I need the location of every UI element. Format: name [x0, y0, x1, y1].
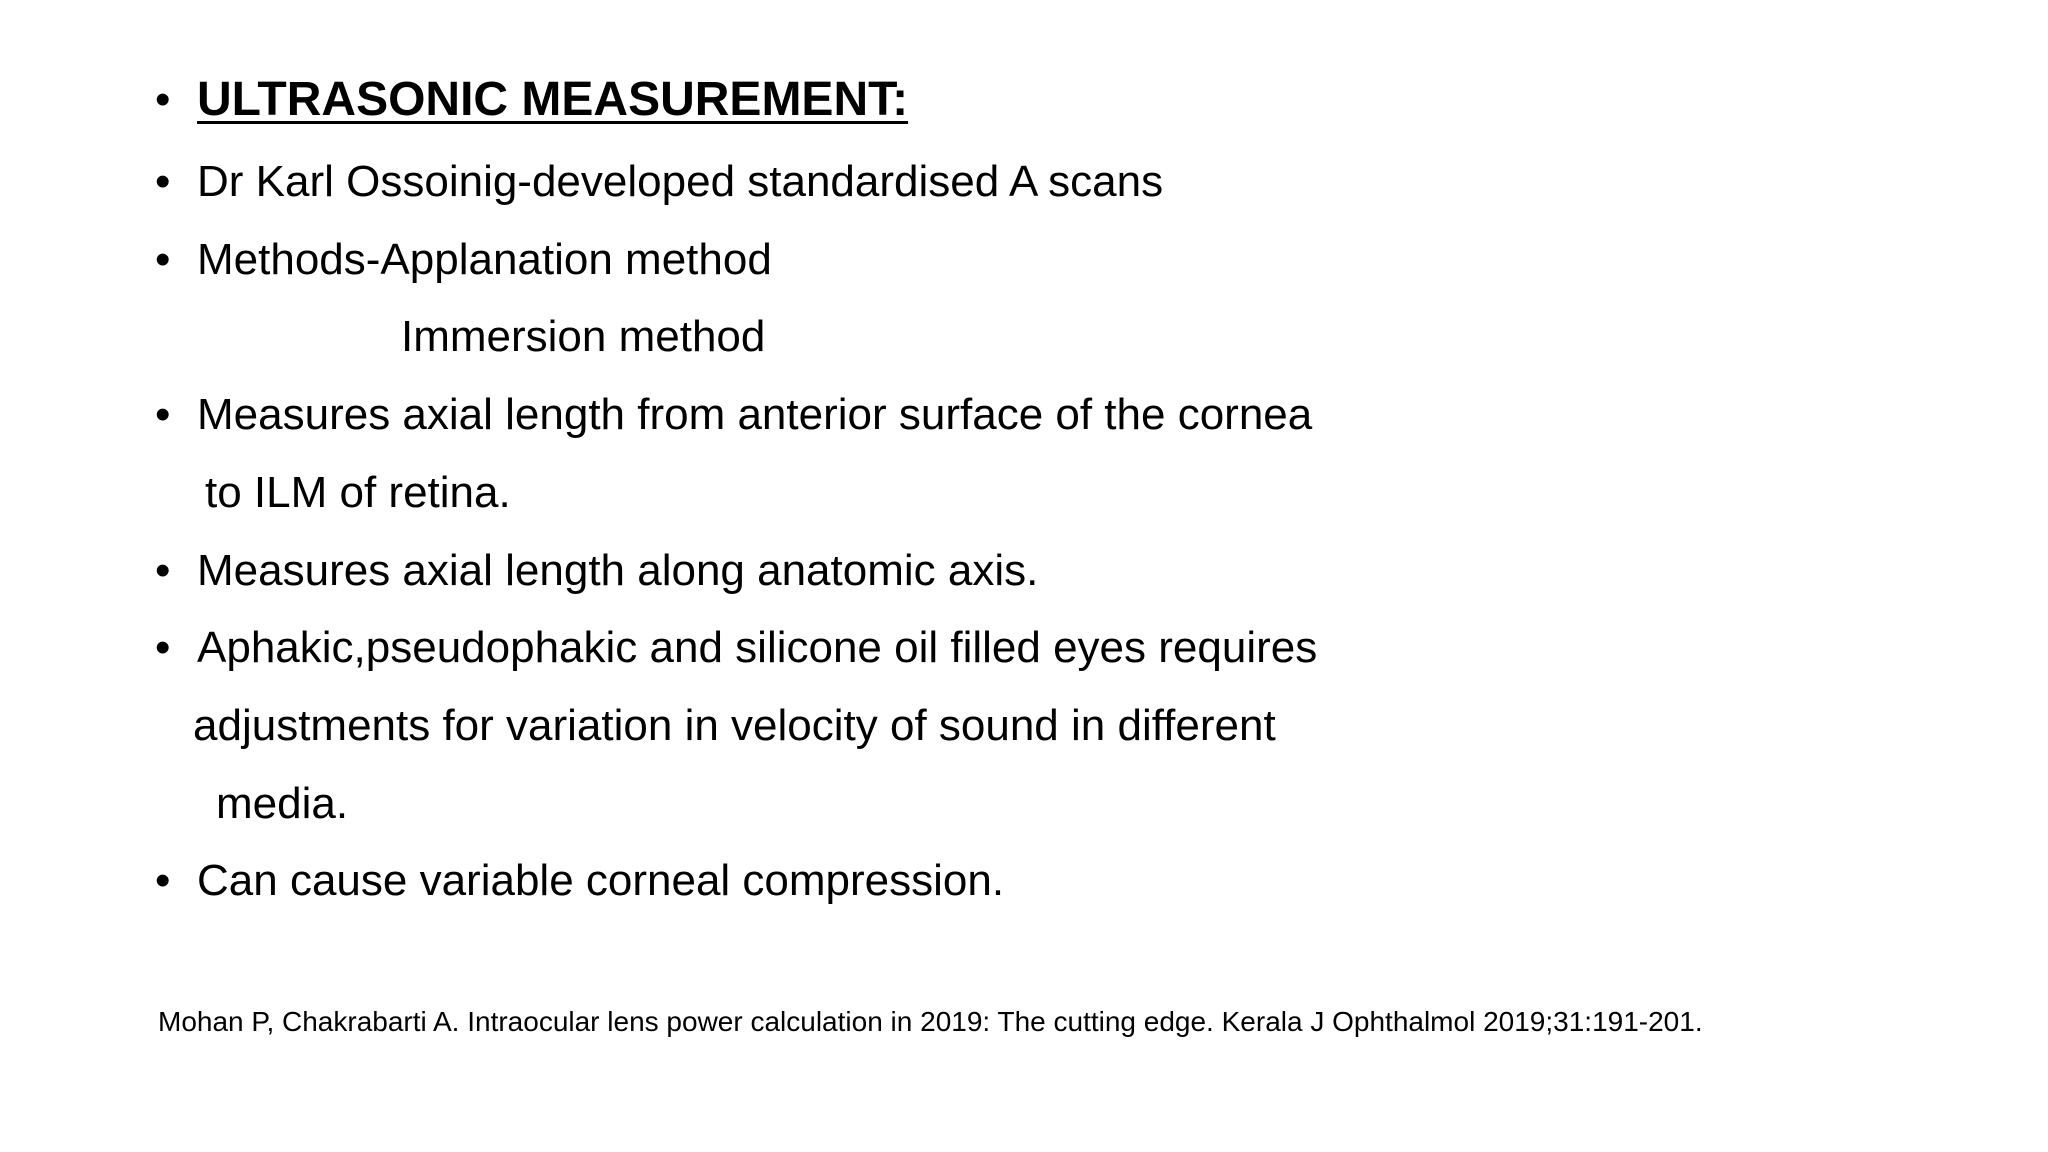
- bullet-marker: •: [155, 546, 171, 595]
- bullet-text: Aphakic,pseudophakic and silicone oil filled eyes requires: [197, 623, 1318, 672]
- bullet-text: Can cause variable corneal compression.: [197, 856, 1005, 905]
- bullet-text: Measures axial length from anterior surface of the cornea: [197, 390, 1313, 439]
- citation-reference: Mohan P, Chakrabarti A. Intraocular lens power calculation in 2019: The cutting edge. Kerala J Ophthalmol 2019;31:191-201.: [158, 1006, 1703, 1037]
- bullet-marker: •: [155, 856, 171, 905]
- bullet-continuation-text: Immersion method: [401, 312, 766, 361]
- bullet-continuation-text: to ILM of retina.: [205, 468, 511, 517]
- slide-heading: ULTRASONIC MEASUREMENT:: [197, 73, 909, 126]
- bullet-text: Methods-Applanation method: [197, 235, 772, 284]
- bullet-continuation-text: media.: [216, 779, 349, 828]
- bullet-marker: •: [155, 157, 171, 206]
- bullet-marker: •: [155, 235, 171, 284]
- bullet-marker: •: [155, 75, 171, 124]
- bullet-marker: •: [155, 390, 171, 439]
- bullet-text: Dr Karl Ossoinig-developed standardised A scans: [197, 157, 1164, 206]
- bullet-continuation-text: adjustments for variation in velocity of sound in different: [193, 701, 1276, 750]
- bullet-marker: •: [155, 623, 171, 672]
- bullet-text: Measures axial length along anatomic axis.: [197, 546, 1039, 595]
